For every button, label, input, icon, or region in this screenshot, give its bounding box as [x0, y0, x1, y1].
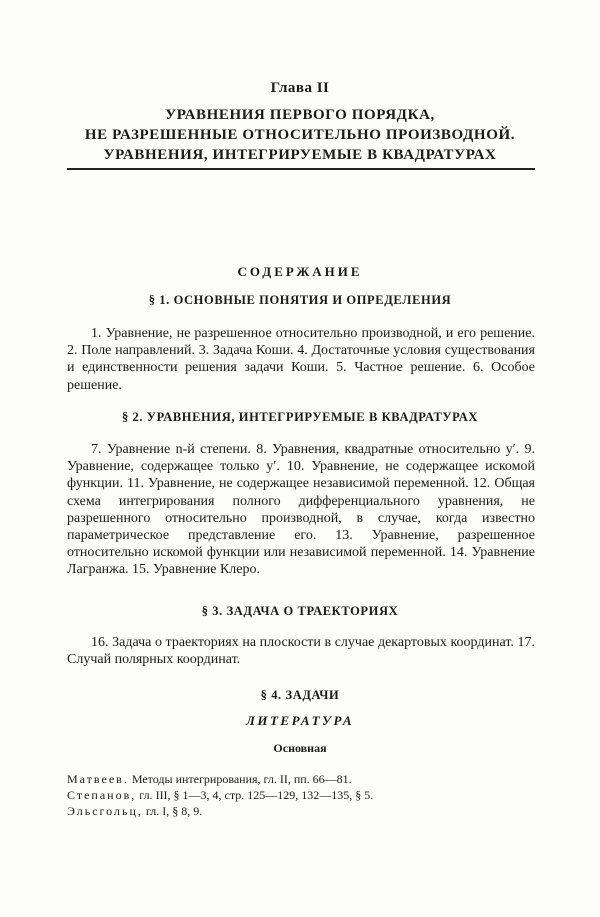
chapter-title-line: УРАВНЕНИЯ, ИНТЕГРИРУЕМЫЕ В КВАДРАТУРАХ [103, 147, 497, 163]
section-2-text: 7. Уравнение n-й степени. 8. Уравнения, квадратные относительно y′. 9. Уравнение, содержащее только y′. 10. Уравнение, не содержащее искомой функции. 11. Уравнение, не содержащее независимой переменной. 12. Общая схема интегрирования полного дифференциального уравнения, не разрешенного относительно производной, в случае, когда известно параметрическое представление его. 13. Уравнение, разрешенное относительно искомой функции или независимой переменной. 14. Уравнение Лагранжа. 15. Уравнение Клеро. [67, 442, 535, 578]
reference-text: гл. III, § 1—3, 4, стр. 125—129, 132—135, § 5. [136, 788, 374, 802]
section-3-text: 16. Задача о траекториях на плоскости в случае декартовых координат. 17. Случай полярных координат. [67, 635, 535, 668]
section-1-heading: § 1. ОСНОВНЫЕ ПОНЯТИЯ И ОПРЕДЕЛЕНИЯ [148, 293, 452, 307]
section-1-text: 1. Уравнение, не разрешенное относительно производной, и его решение. 2. Поле направлений. 3. Задача Коши. 4. Достаточные условия существования и единственности решения задачи Коши. 5. Частное решение. 6. Особое решение. [67, 326, 535, 393]
chapter-title-line: УРАВНЕНИЯ ПЕРВОГО ПОРЯДКА, [165, 107, 435, 123]
reference-list [67, 771, 547, 819]
reference-item [67, 803, 547, 819]
reference-text: гл. I, § 8, 9. [142, 804, 203, 818]
reference-item [67, 787, 547, 803]
reference-author: Степанов, [67, 788, 137, 802]
chapter-title-line: НЕ РАЗРЕШЕННЫЕ ОТНОСИТЕЛЬНО ПРОИЗВОДНОЙ. [84, 127, 516, 143]
section-3-heading: § 3. ЗАДАЧА О ТРАЕКТОРИЯХ [201, 604, 399, 618]
title-rule [67, 168, 535, 170]
chapter-title [50, 105, 550, 165]
literature-subheading: Основная [273, 741, 327, 755]
section-2-heading: § 2. УРАВНЕНИЯ, ИНТЕГРИРУЕМЫЕ В КВАДРАТУРАХ [121, 410, 479, 424]
contents-heading: СОДЕРЖАНИЕ [237, 264, 363, 279]
section-4-heading: § 4. ЗАДАЧИ [260, 688, 340, 702]
reference-author: Эльсгольц, [67, 804, 143, 818]
reference-item [67, 771, 547, 787]
reference-author: Матвеев. [67, 772, 129, 786]
literature-heading: ЛИТЕРАТУРА [245, 713, 355, 728]
reference-text: Методы интегрирования, гл. II, пп. 66—81. [128, 772, 352, 786]
chapter-label: Глава II [270, 80, 330, 96]
